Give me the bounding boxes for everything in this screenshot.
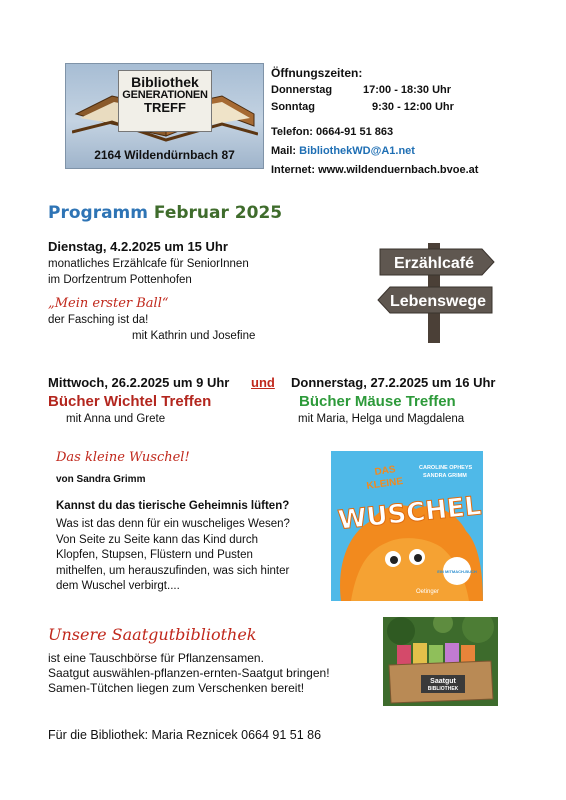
- program-title-part1: Programm: [48, 203, 148, 223]
- event2-people: mit Anna und Grete: [66, 413, 166, 425]
- seed-box-label2: BIBLIOTHEK: [427, 686, 459, 692]
- hours-title: Öffnungszeiten:: [271, 66, 363, 80]
- event-location: im Dorfzentrum Pottenhofen: [48, 274, 192, 286]
- hours-row: [271, 99, 454, 116]
- cover-title: WUSCHEL: [336, 491, 483, 536]
- book-description: [56, 517, 290, 595]
- internet-link[interactable]: www.wildenduernbach.bvoe.at: [318, 164, 479, 176]
- event3-people: mit Maria, Helga und Magdalena: [298, 413, 465, 425]
- book-line: mithelfen, um herauszufinden, was sich hinter: [56, 564, 290, 577]
- event-description: monatliches Erzählcafe für SeniorInnen: [48, 258, 249, 270]
- phone-line: [271, 123, 478, 142]
- phone-label: Telefon:: [271, 126, 313, 138]
- seed-box-photo: [383, 617, 498, 706]
- event-erzaehlcafe: [48, 238, 255, 344]
- logo-sign: [118, 70, 212, 132]
- seed-library-heading: Unsere Saatgutbibliothek: [48, 625, 257, 644]
- contact-info: [271, 123, 478, 180]
- cover-names1: CAROLINE OPHEYS: [419, 465, 473, 471]
- seed-line: ist eine Tauschbörse für Pflanzensamen.: [48, 651, 264, 665]
- logo-line1: Bibliothek: [131, 74, 199, 90]
- cover-das: DAS: [373, 464, 397, 478]
- book-question: Kannst du das tierische Geheimnis lüften?: [56, 500, 290, 512]
- book-cover-image: [331, 451, 483, 601]
- book-heading: Das kleine Wuschel!: [56, 450, 190, 465]
- event2-title: Bücher Wichtel Treffen: [48, 393, 212, 410]
- opening-hours: [271, 65, 454, 116]
- logo-address: 2164 Wildendürnbach 87: [94, 148, 235, 162]
- event-date: Dienstag, 4.2.2025 um 15 Uhr: [48, 239, 228, 254]
- connector-text: und: [251, 375, 275, 390]
- cover-names2: SANDRA GRIMM: [423, 473, 467, 479]
- page-title: [48, 203, 282, 223]
- mail-link[interactable]: BibliothekWD@A1.net: [299, 145, 415, 157]
- mail-line: [271, 142, 478, 161]
- hours-day: Sonntag: [271, 101, 315, 113]
- internet-line: [271, 161, 478, 180]
- event-subtitle: der Fasching ist da!: [48, 314, 149, 326]
- logo-line2: GENERATIONEN: [122, 88, 208, 101]
- cover-publisher: Oetinger: [416, 589, 440, 595]
- mail-label: Mail:: [271, 145, 297, 157]
- event-hosts: mit Kathrin und Josefine: [132, 330, 256, 342]
- cover-kleine: KLEINE: [365, 475, 404, 492]
- internet-label: Internet:: [271, 164, 315, 176]
- seed-line: Saatgut auswählen-pflanzen-ernten-Saatgut bringen!: [48, 666, 330, 680]
- book-line: Was ist das denn für ein wuscheliges Wesen?: [56, 518, 290, 530]
- event-topic: „Mein erster Ball“: [48, 296, 169, 311]
- program-title-part2: Februar 2025: [153, 203, 283, 223]
- book-line: dem Wuschel verbirgt....: [56, 580, 180, 592]
- library-logo: [65, 63, 264, 169]
- sign-lebenswege: Lebenswege: [389, 293, 487, 310]
- seed-box-label1: Saatgut: [430, 678, 456, 685]
- footer-contact: Für die Bibliothek: Maria Reznicek 0664 91 51 86: [48, 728, 322, 742]
- seed-line: Samen-Tütchen liegen zum Verschenken bereit!: [48, 681, 305, 695]
- book-line: Von Seite zu Seite kann das Kind durch: [56, 533, 259, 546]
- sign-erzaehlcafe: Erzählcafé: [393, 255, 475, 272]
- signpost-illustration: [376, 243, 496, 343]
- phone-number[interactable]: 0664-91 51 863: [316, 126, 394, 138]
- seed-library-text: [48, 651, 330, 696]
- logo-line3: TREFF: [144, 100, 186, 116]
- event3-title: Bücher Mäuse Treffen: [299, 393, 456, 410]
- event3-date: Donnerstag, 27.2.2025 um 16 Uhr: [291, 375, 496, 390]
- book-line: Klopfen, Stupsen, Flüstern und Pusten: [56, 549, 253, 561]
- cover-badge: EIN MITMACH-BUCH: [437, 569, 477, 574]
- hours-row: [271, 82, 454, 99]
- book-author: von Sandra Grimm: [56, 474, 146, 485]
- hours-day: Donnerstag: [271, 84, 333, 96]
- hours-time: 9:30 - 12:00 Uhr: [372, 101, 454, 113]
- hours-time: 17:00 - 18:30 Uhr: [363, 84, 452, 96]
- event2-date: Mittwoch, 26.2.2025 um 9 Uhr: [48, 375, 230, 390]
